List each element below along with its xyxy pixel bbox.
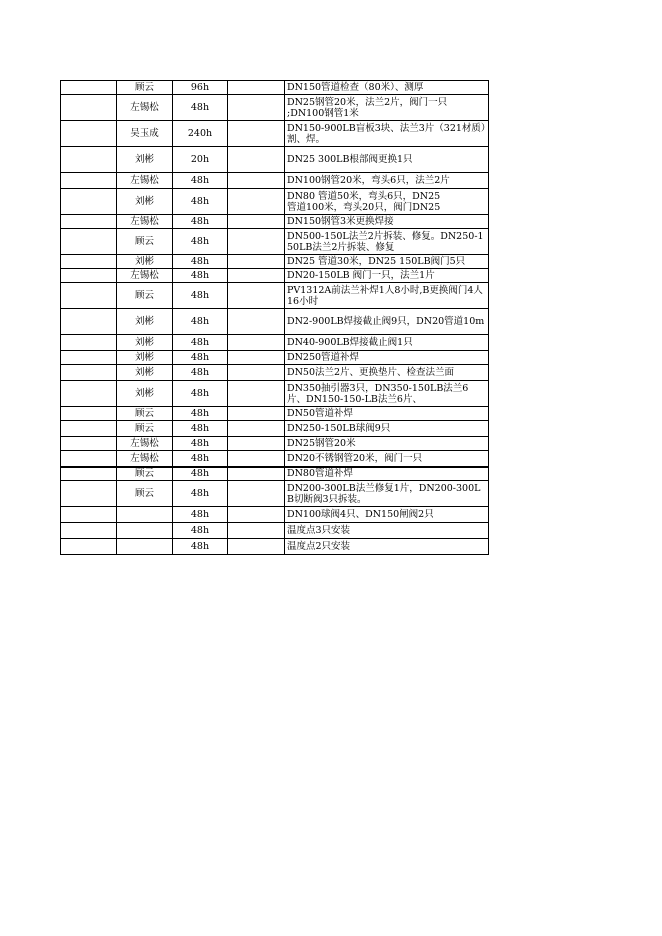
hours-cell: 240h [173,121,228,147]
task-description-cell: DN80 管道50米，弯头6只，DN25 管道100米，弯头20只，阀门DN25 [285,189,489,215]
row-index-cell [61,255,117,269]
worker-name-cell: 顾云 [117,467,173,481]
blank-cell [228,351,285,365]
table-row [61,229,489,255]
row-index-cell [61,147,117,173]
worker-name-cell [117,507,173,523]
table-row [61,421,489,437]
blank-cell [228,147,285,173]
table-row [61,215,489,229]
task-description-cell: DN150-900LB盲板3块、法兰3片（321材质）割、焊。 [285,121,489,147]
task-description-cell: DN40-900LB焊接截止阀1只 [285,335,489,351]
hours-cell: 48h [173,437,228,451]
task-description-cell: DN25 300LB根部阀更换1只 [285,147,489,173]
row-index-cell [61,173,117,189]
table-row [61,407,489,421]
task-description-cell: DN250管道补焊 [285,351,489,365]
blank-cell [228,189,285,215]
table-row [61,523,489,539]
hours-cell: 48h [173,309,228,335]
table-row [61,507,489,523]
blank-cell [228,215,285,229]
worker-name-cell: 刘彬 [117,309,173,335]
task-description-cell: DN200-300LB法兰修复1片，DN200-300LB切断阀3只拆装。 [285,481,489,507]
row-index-cell [61,215,117,229]
table-row [61,255,489,269]
hours-cell: 48h [173,269,228,283]
hours-cell: 48h [173,283,228,309]
hours-cell: 48h [173,229,228,255]
worker-name-cell [117,523,173,539]
worker-name-cell: 左锡松 [117,173,173,189]
hours-cell: 48h [173,255,228,269]
worker-name-cell: 顾云 [117,229,173,255]
row-index-cell [61,81,117,95]
task-description-cell: DN25钢管20米 [285,437,489,451]
task-description-cell: DN25 管道30米，DN25 150LB阀门5只 [285,255,489,269]
table-row [61,539,489,555]
task-description-cell: DN100球阀4只、DN150闸阀2只 [285,507,489,523]
hours-cell: 48h [173,215,228,229]
row-index-cell [61,407,117,421]
blank-cell [228,269,285,283]
table-row [61,381,489,407]
hours-cell: 48h [173,421,228,437]
task-description-cell: DN20不锈钢管20米，阀门一只 [285,451,489,467]
table-row [61,147,489,173]
blank-cell [228,121,285,147]
worker-name-cell: 刘彬 [117,381,173,407]
row-index-cell [61,229,117,255]
row-index-cell [61,351,117,365]
hours-cell: 48h [173,95,228,121]
blank-cell [228,173,285,189]
task-description-cell: PV1312A前法兰补焊1人8小时,B更换阀门4人16小时 [285,283,489,309]
worker-name-cell: 左锡松 [117,451,173,467]
hours-cell: 48h [173,507,228,523]
blank-cell [228,255,285,269]
blank-cell [228,283,285,309]
table-row [61,335,489,351]
hours-cell: 48h [173,539,228,555]
blank-cell [228,229,285,255]
task-description-cell: DN150管道检查（80米）、测厚 [285,81,489,95]
task-description-cell: 温度点3只安装 [285,523,489,539]
task-description-cell: DN20-150LB 阀门一只，法兰1片 [285,269,489,283]
table-row [61,173,489,189]
blank-cell [228,309,285,335]
table-row [61,121,489,147]
row-index-cell [61,451,117,467]
task-description-cell: DN350抽引器3只，DN350-150LB法兰6片、DN150-150-LB法兰6片、 [285,381,489,407]
blank-cell [228,95,285,121]
row-index-cell [61,467,117,481]
worker-name-cell [117,539,173,555]
worker-name-cell: 顾云 [117,81,173,95]
hours-cell: 48h [173,451,228,467]
task-description-cell: DN2-900LB焊接截止阀9只，DN20管道10m [285,309,489,335]
row-index-cell [61,189,117,215]
worker-name-cell: 左锡松 [117,95,173,121]
task-description-cell: DN50法兰2片、更换垫片、检查法兰面 [285,365,489,381]
row-index-cell [61,507,117,523]
worker-name-cell: 吴玉成 [117,121,173,147]
worker-name-cell: 顾云 [117,421,173,437]
task-description-cell: DN80管道补焊 [285,467,489,481]
hours-cell: 48h [173,523,228,539]
table-row [61,365,489,381]
row-index-cell [61,365,117,381]
task-description-cell: DN25钢管20米，法兰2片，阀门一只 ;DN100钢管1米 [285,95,489,121]
table-row [61,481,489,507]
task-description-cell: DN500-150L法兰2片拆装、修复。DN250-150LB法兰2片拆装、修复 [285,229,489,255]
row-index-cell [61,269,117,283]
table-row [61,269,489,283]
hours-cell: 96h [173,81,228,95]
work-log-table [60,80,489,555]
blank-cell [228,335,285,351]
worker-name-cell: 刘彬 [117,147,173,173]
worker-name-cell: 左锡松 [117,437,173,451]
blank-cell [228,437,285,451]
table-row [61,189,489,215]
blank-cell [228,451,285,467]
worker-name-cell: 左锡松 [117,269,173,283]
hours-cell: 48h [173,351,228,365]
worker-name-cell: 顾云 [117,407,173,421]
row-index-cell [61,121,117,147]
task-description-cell: DN100钢管20米，弯头6只，法兰2片 [285,173,489,189]
row-index-cell [61,95,117,121]
worker-name-cell: 顾云 [117,481,173,507]
blank-cell [228,467,285,481]
blank-cell [228,407,285,421]
row-index-cell [61,283,117,309]
task-description-cell: DN50管道补焊 [285,407,489,421]
hours-cell: 48h [173,381,228,407]
row-index-cell [61,481,117,507]
row-index-cell [61,309,117,335]
worker-name-cell: 刘彬 [117,351,173,365]
row-index-cell [61,437,117,451]
table-row [61,437,489,451]
hours-cell: 20h [173,147,228,173]
blank-cell [228,81,285,95]
table-row [61,283,489,309]
task-description-cell: DN150钢管3米更换焊接 [285,215,489,229]
task-description-cell: 温度点2只安装 [285,539,489,555]
work-log-body [61,81,489,555]
blank-cell [228,523,285,539]
blank-cell [228,421,285,437]
row-index-cell [61,539,117,555]
worker-name-cell: 刘彬 [117,365,173,381]
worker-name-cell: 刘彬 [117,335,173,351]
table-row [61,81,489,95]
hours-cell: 48h [173,365,228,381]
blank-cell [228,507,285,523]
hours-cell: 48h [173,481,228,507]
table-row [61,309,489,335]
blank-cell [228,539,285,555]
worker-name-cell: 顾云 [117,283,173,309]
blank-cell [228,365,285,381]
worker-name-cell: 刘彬 [117,255,173,269]
blank-cell [228,481,285,507]
table-row [61,95,489,121]
row-index-cell [61,335,117,351]
row-index-cell [61,381,117,407]
table-row [61,351,489,365]
worker-name-cell: 左锡松 [117,215,173,229]
row-index-cell [61,523,117,539]
hours-cell: 48h [173,173,228,189]
hours-cell: 48h [173,189,228,215]
table-row [61,451,489,467]
table-row [61,467,489,481]
row-index-cell [61,421,117,437]
worker-name-cell: 刘彬 [117,189,173,215]
hours-cell: 48h [173,335,228,351]
task-description-cell: DN250-150LB球阀9只 [285,421,489,437]
hours-cell: 48h [173,407,228,421]
blank-cell [228,381,285,407]
hours-cell: 48h [173,467,228,481]
